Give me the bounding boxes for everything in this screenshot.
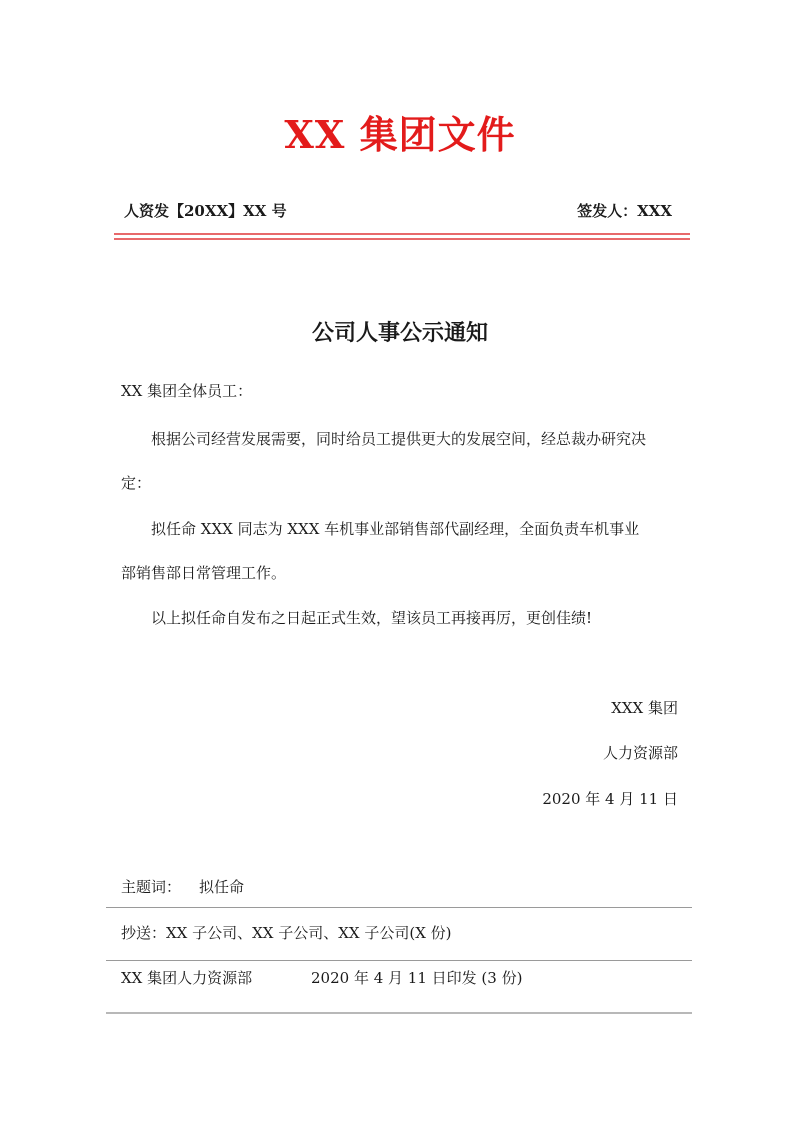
document-number: 人资发【20XX】XX 号	[124, 202, 287, 220]
red-divider-bottom	[114, 238, 690, 240]
paragraph-1-line-2: 定：	[121, 474, 152, 492]
paragraph-2-line-2: 部销售部日常管理工作。	[121, 564, 287, 582]
print-dept: XX 集团人力资源部	[121, 969, 253, 987]
red-divider-top	[114, 233, 690, 235]
signature-org: XXX 集团	[611, 699, 678, 717]
salutation: XX 集团全体员工：	[121, 382, 253, 400]
notice-title: 公司人事公示通知	[311, 320, 488, 346]
footer-divider-3	[106, 1012, 692, 1014]
paragraph-3: 以上拟任命自发布之日起正式生效，望该员工再接再厉，更创佳绩!	[151, 609, 593, 627]
print-info: 2020 年 4 月 11 日印发 (3 份)	[311, 969, 523, 987]
subject-value: 拟任命	[199, 878, 245, 896]
document-header-title: XX 集团文件	[284, 112, 516, 157]
subject-row	[121, 876, 244, 897]
issuer-label: 签发人：XXX	[577, 202, 672, 220]
paragraph-1-line-1: 根据公司经营发展需要，同时给员工提供更大的发展空间，经总裁办研究决	[151, 430, 647, 448]
signature-dept: 人力资源部	[602, 744, 678, 762]
signature-date: 2020 年 4 月 11 日	[542, 790, 678, 808]
footer-divider-1	[106, 907, 692, 908]
cc-row: 抄送：XX 子公司、XX 子公司、XX 子公司(X 份)	[121, 924, 452, 942]
document-number-row	[124, 200, 672, 221]
subject-label: 主题词：	[121, 878, 182, 896]
footer-divider-2	[106, 960, 692, 961]
paragraph-2-line-1: 拟任命 XXX 同志为 XXX 车机事业部销售部代副经理，全面负责车机事业	[151, 520, 640, 538]
print-row	[121, 967, 522, 988]
